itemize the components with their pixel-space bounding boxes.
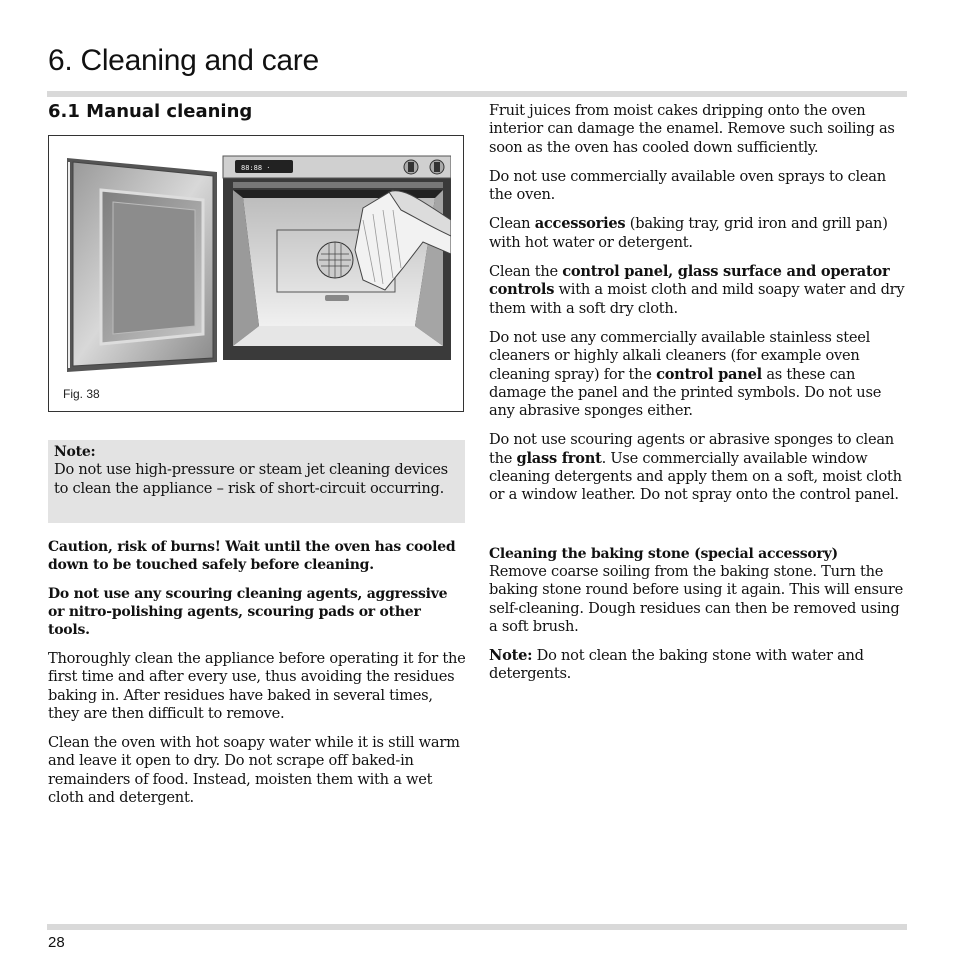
oven-illustration <box>63 150 451 380</box>
paragraph-stainless-cleaners: Do not use any commercially available stainless steel cleaners or highly alkali cleaners (for example oven cleaning spray) for the control panel as these can damage the panel and the printed symbols. Do not use any abrasive sponges either. <box>489 328 882 420</box>
note-box <box>48 440 465 523</box>
section-title: 6.1 Manual cleaning <box>48 101 253 122</box>
baking-stone-heading: Cleaning the baking stone (special accessory) <box>489 545 838 562</box>
page-number: 28 <box>48 934 65 951</box>
svg-text:88:88 ·: 88:88 · <box>241 164 271 172</box>
paragraph-soapy-water: Clean the oven with hot soapy water while it is still warm and leave it open to dry. Do not scrape off baked-in remainders of food. Instead, moisten them with a wet cloth and detergent. <box>48 734 460 807</box>
paragraph-baking-stone: Cleaning the baking stone (special accessory) Remove coarse soiling from the baking stone. Turn the baking stone round before using it again. This will ensure self-cleaning. Dough residues can then be removed using a soft brush. <box>489 545 903 635</box>
paragraph-glass-front: Do not use scouring agents or abrasive sponges to clean the glass front. Use commercially available window cleaning detergents and apply them on a soft, moist cloth or a window leather. Do not spray onto the control panel. <box>489 431 902 504</box>
figure-caption: Fig. 38 <box>63 387 100 401</box>
caution-burns: Caution, risk of burns! Wait until the oven has cooled down to be touched safely before cleaning. <box>48 539 456 573</box>
right-column <box>489 102 909 695</box>
paragraph-stone-note: Note: Do not clean the baking stone with water and detergents. <box>489 647 864 683</box>
paragraph-fruit-juices: Fruit juices from moist cakes dripping onto the oven interior can damage the enamel. Remove such soiling as soon as the oven has cooled down sufficiently. <box>489 102 895 156</box>
paragraph-control-panel: Clean the control panel, glass surface and operator controls with a moist cloth and mild soapy water and dry them with a soft dry cloth. <box>489 263 905 317</box>
note-text: Do not use high-pressure or steam jet cleaning devices to clean the appliance – risk of short-circuit occurring. <box>54 461 448 497</box>
paragraph-accessories: Clean accessories (baking tray, grid iron and grill pan) with hot water or detergent. <box>489 215 888 251</box>
left-column <box>48 538 466 818</box>
figure-oven <box>48 135 464 412</box>
header-rule <box>47 91 907 97</box>
paragraph-clean-after-use: Thoroughly clean the appliance before operating it for the first time and after every use, thus avoiding the residues baking in. After residues have baked in several times, they are then difficult to remove. <box>48 650 466 722</box>
paragraph-oven-sprays: Do not use commercially available oven sprays to clean the oven. <box>489 167 886 204</box>
warning-agents: Do not use any scouring cleaning agents, aggressive or nitro-polishing agents, scouring pads or other tools. <box>48 586 448 638</box>
chapter-title: 6. Cleaning and care <box>48 44 319 77</box>
note-label: Note: <box>54 444 96 460</box>
footer-rule <box>47 924 907 930</box>
